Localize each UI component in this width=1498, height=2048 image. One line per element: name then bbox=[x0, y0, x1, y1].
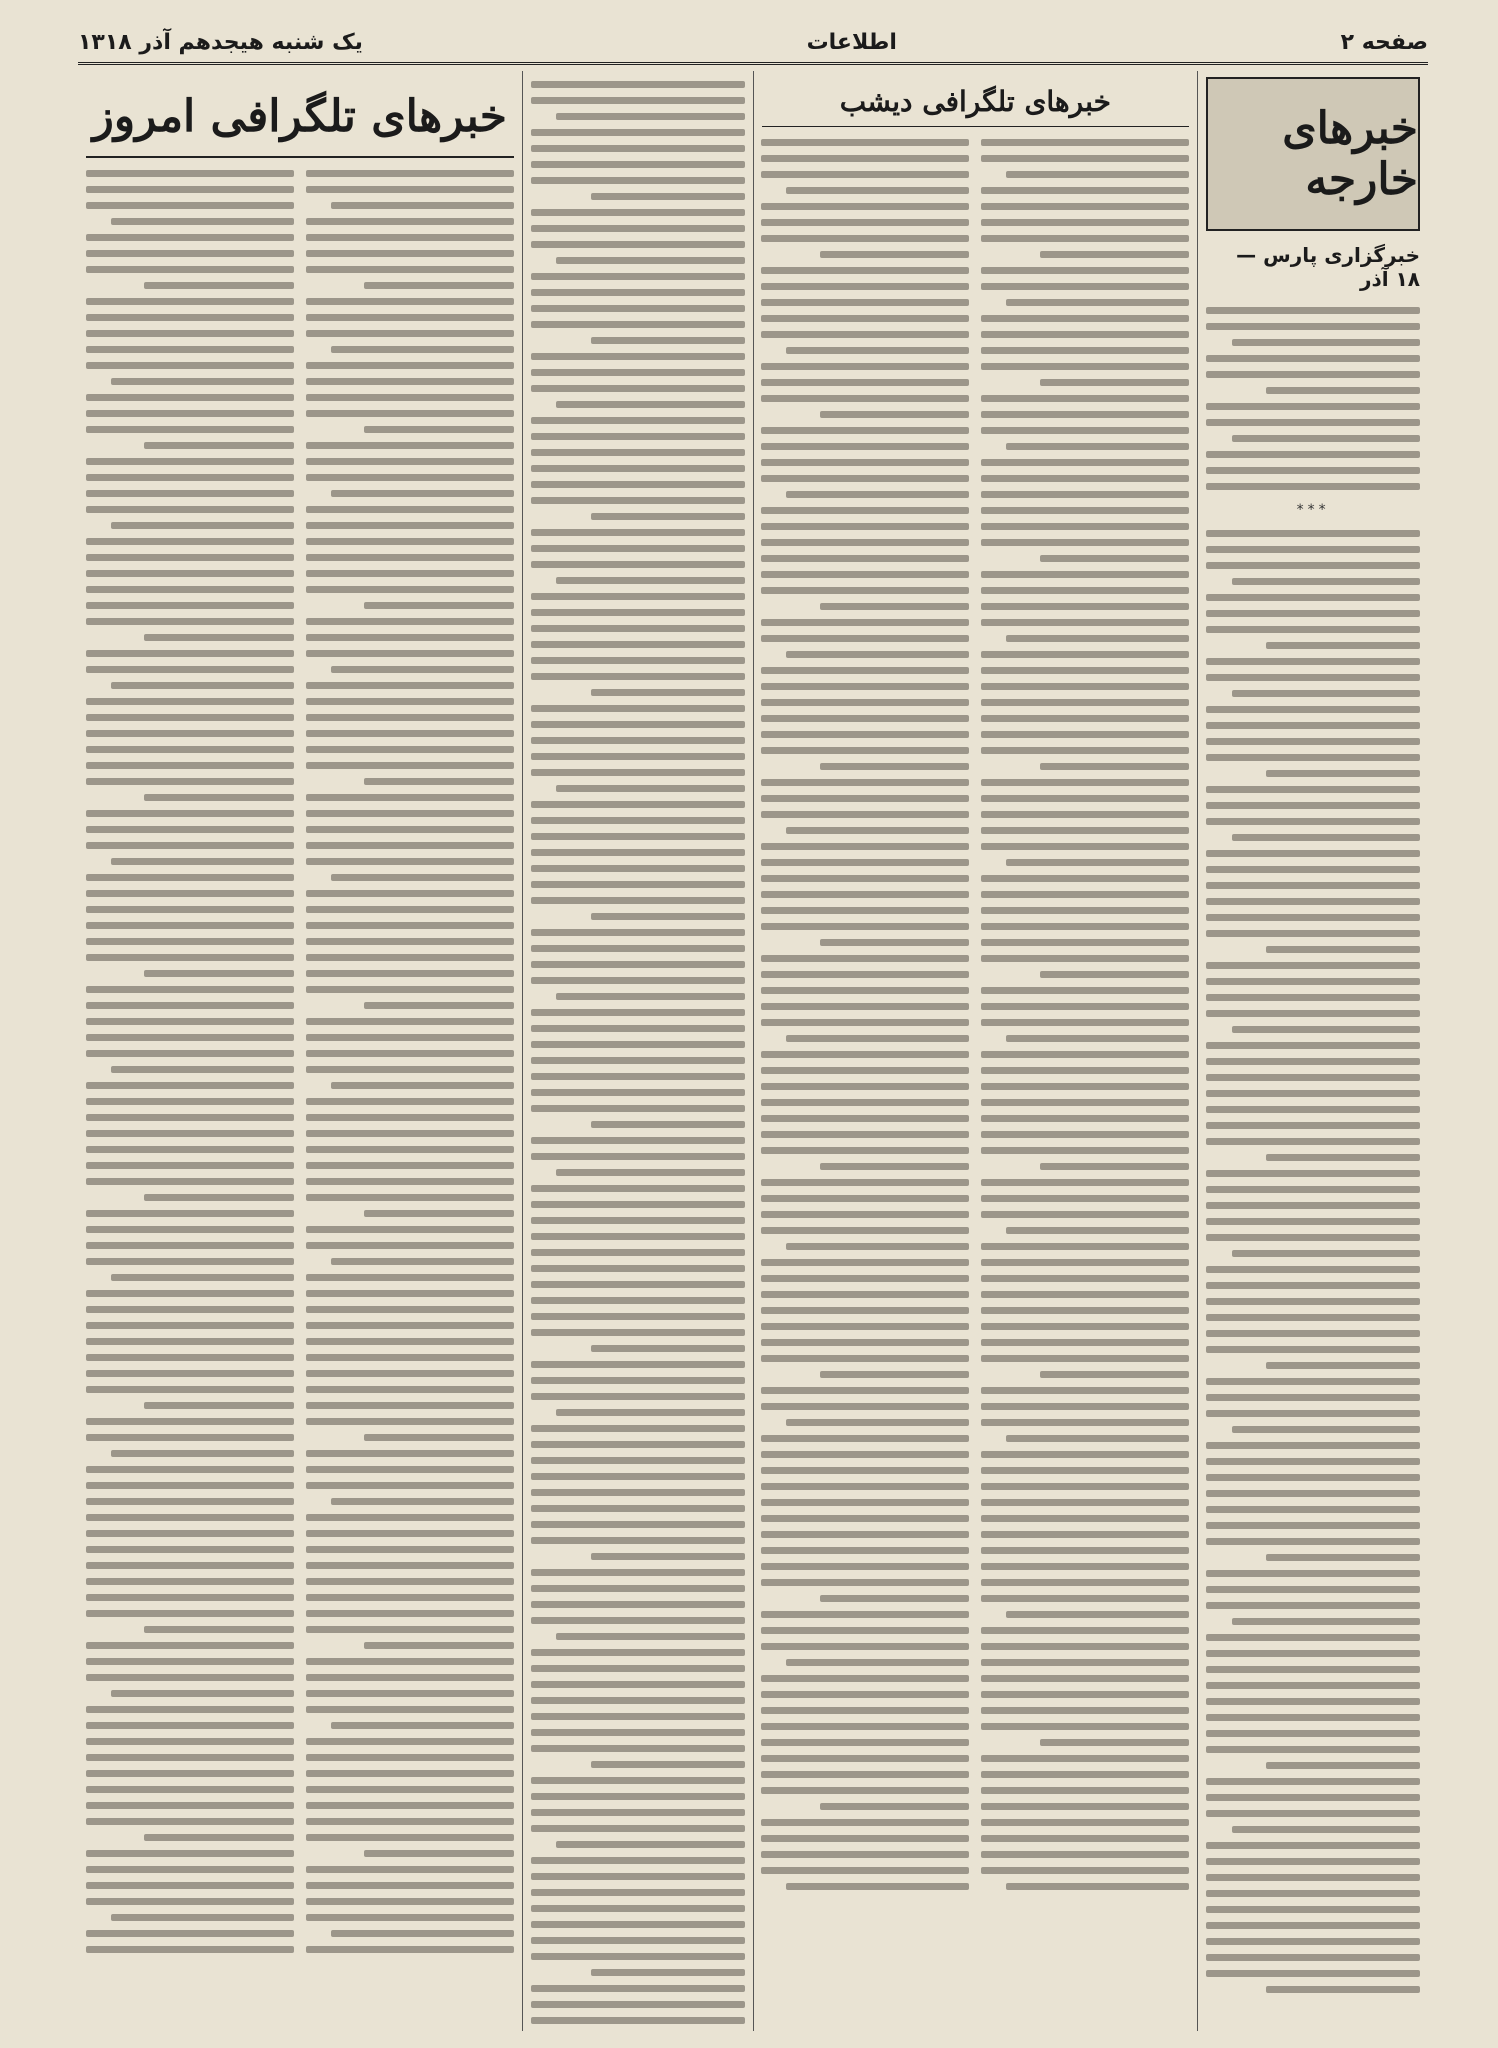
text-block bbox=[1206, 303, 1420, 494]
page-number: صفحه ۲ bbox=[1340, 29, 1428, 55]
column-5-6 bbox=[78, 71, 522, 2031]
paper-name: اطلاعات bbox=[806, 29, 897, 55]
foreign-news-banner: خبرهای خارجه bbox=[1206, 77, 1420, 231]
separator: *** bbox=[1296, 502, 1330, 518]
columns bbox=[78, 71, 1428, 2031]
column-1 bbox=[1197, 71, 1428, 2031]
page-header bbox=[78, 22, 1428, 65]
text-block bbox=[306, 166, 514, 2025]
column-2-3 bbox=[753, 71, 1198, 2031]
text-block bbox=[531, 77, 745, 2031]
pars-agency-line: خبرگزاری پارس — ۱۸ آذر bbox=[1236, 243, 1420, 291]
text-block bbox=[1206, 526, 1420, 1997]
text-block bbox=[86, 166, 294, 2025]
text-block bbox=[761, 135, 969, 2025]
text-block bbox=[981, 135, 1189, 2025]
issue-date: یک شنبه هیجدهم آذر ۱۳۱۸ bbox=[78, 29, 363, 55]
today-headline: خبرهای تلگرافی امروز bbox=[86, 77, 514, 158]
column-4 bbox=[522, 71, 753, 2031]
last-night-headline: خبرهای تلگرافی دیشب bbox=[762, 77, 1190, 127]
